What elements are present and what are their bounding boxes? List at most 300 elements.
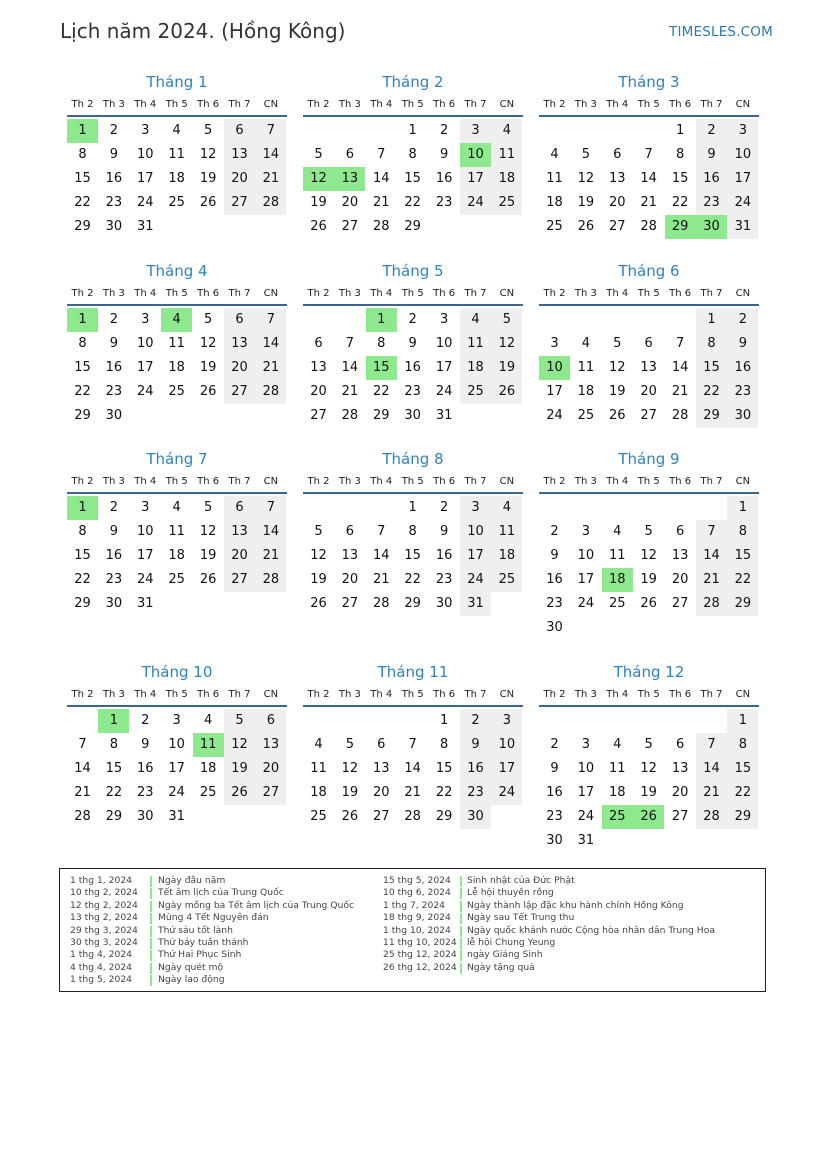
day-cell: 2 [109, 312, 119, 327]
weekday-label: Th 6 [433, 476, 456, 487]
day-cell: 12 [341, 761, 359, 776]
legend-marker [460, 901, 462, 912]
day-cell: 17 [577, 572, 595, 587]
weekday-label: Th 5 [637, 476, 660, 487]
day-cell: 23 [435, 572, 453, 587]
day-cell: 22 [373, 384, 390, 399]
day-cell: 2 [109, 500, 119, 515]
legend-marker [150, 926, 152, 937]
day-cell: 31 [137, 219, 154, 234]
legend-date: 4 thg 4, 2024 [70, 961, 133, 973]
day-cell: 3 [491, 709, 522, 733]
holiday-day-cell: 4 [161, 308, 192, 332]
day-cell: 18 [491, 167, 522, 191]
day-cell: 17 [137, 360, 154, 375]
day-cell: 19 [310, 195, 327, 210]
day-cell: 5 [581, 147, 591, 162]
day-cell: 14 [404, 761, 421, 776]
day-cell: 10 [137, 147, 154, 162]
day-cell: 16 [105, 548, 123, 563]
day-cell: 29 [74, 219, 91, 234]
day-cell: 8 [78, 336, 87, 351]
day-cell: 19 [199, 171, 217, 186]
holiday-day-cell: 1 [67, 308, 98, 332]
day-cell: 19 [310, 572, 327, 587]
day-cell: 2 [696, 119, 727, 143]
day-cell: 4 [172, 500, 181, 515]
day-cell: 11 [491, 143, 522, 167]
weekday-label: Th 6 [669, 99, 692, 110]
holiday-day-cell: 30 [696, 215, 727, 239]
legend-holiday-name: Ngày thành lập đặc khu hành chính Hồng Kông [467, 899, 684, 911]
day-cell: 9 [550, 761, 559, 776]
day-cell: 12 [609, 360, 626, 375]
legend-date: 26 thg 12, 2024 [383, 961, 457, 973]
day-cell: 21 [696, 568, 727, 592]
day-cell: 24 [137, 195, 154, 210]
day-cell: 10 [577, 548, 595, 563]
day-cell: 2 [727, 308, 758, 332]
day-cell: 25 [460, 380, 491, 404]
day-cell: 19 [199, 360, 217, 375]
day-cell: 21 [255, 167, 286, 191]
day-cell: 19 [341, 785, 359, 800]
weekday-label: Th 5 [401, 476, 424, 487]
day-cell: 18 [491, 544, 522, 568]
weekday-label: CN [263, 689, 279, 700]
weekday-label: Th 5 [637, 689, 660, 700]
weekday-label: CN [735, 476, 751, 487]
legend-marker [150, 950, 152, 961]
day-cell: 29 [435, 809, 453, 824]
day-cell: 19 [224, 757, 255, 781]
day-cell: 7 [696, 520, 727, 544]
weekday-label: Th 7 [228, 288, 251, 299]
day-cell: 4 [172, 123, 181, 138]
day-cell: 14 [341, 360, 359, 375]
weekday-label: Th 3 [338, 689, 361, 700]
header-rule [303, 115, 523, 117]
day-cell: 14 [255, 520, 286, 544]
header-rule [539, 115, 759, 117]
weekday-label: Th 7 [700, 99, 723, 110]
day-cell: 11 [168, 147, 185, 162]
day-cell: 15 [696, 356, 727, 380]
day-cell: 11 [168, 336, 185, 351]
holiday-day-cell: 25 [602, 805, 633, 829]
day-cell: 13 [224, 332, 255, 356]
legend-holiday-name: ngày Giáng Sinh [467, 949, 543, 961]
day-cell: 18 [168, 360, 185, 375]
day-cell: 7 [255, 119, 286, 143]
day-cell: 4 [550, 147, 559, 162]
day-cell: 16 [546, 785, 563, 800]
day-cell: 27 [224, 380, 255, 404]
weekday-label: Th 7 [464, 288, 487, 299]
day-cell: 26 [199, 195, 217, 210]
day-cell: 4 [613, 524, 622, 539]
day-cell: 13 [640, 360, 657, 375]
day-cell: 24 [491, 781, 522, 805]
weekday-label: Th 2 [71, 288, 94, 299]
weekday-label: Th 2 [307, 476, 330, 487]
day-cell: 22 [404, 195, 421, 210]
day-cell: 19 [199, 548, 217, 563]
day-cell: 25 [491, 191, 522, 215]
weekday-label: Th 7 [700, 476, 723, 487]
day-cell: 7 [408, 737, 417, 752]
day-cell: 24 [577, 596, 595, 611]
legend-holiday-name: Lễ hội thuyền rồng [467, 887, 554, 899]
day-cell: 22 [435, 785, 453, 800]
day-cell: 30 [460, 805, 491, 829]
weekday-label: Th 4 [134, 99, 157, 110]
day-cell: 1 [675, 123, 685, 138]
weekday-label: Th 5 [401, 99, 424, 110]
day-cell: 26 [224, 781, 255, 805]
day-cell: 8 [78, 147, 87, 162]
weekday-label: Th 3 [102, 99, 125, 110]
day-cell: 6 [644, 336, 653, 351]
day-cell: 12 [199, 524, 217, 539]
weekday-label: Th 5 [165, 288, 188, 299]
day-cell: 12 [640, 548, 657, 563]
day-cell: 10 [137, 524, 154, 539]
legend-holiday-name: Thứ Hai Phục Sinh [158, 949, 242, 961]
legend-holiday-name: lễ hội Chung Yeung [467, 937, 556, 948]
legend-holiday-name: Ngày đầu năm [158, 875, 226, 886]
day-cell: 27 [224, 191, 255, 215]
legend-marker [460, 888, 462, 899]
day-cell: 16 [546, 572, 563, 587]
legend-item [70, 949, 380, 961]
day-cell: 16 [137, 761, 154, 776]
holiday-day-cell: 10 [460, 143, 491, 167]
day-cell: 24 [168, 785, 185, 800]
day-cell: 5 [345, 737, 355, 752]
day-cell: 1 [439, 713, 449, 728]
day-cell: 23 [105, 572, 123, 587]
day-cell: 23 [105, 384, 123, 399]
day-cell: 28 [373, 219, 390, 234]
holiday-day-cell: 13 [334, 167, 365, 191]
weekday-label: Th 4 [606, 689, 629, 700]
day-cell: 14 [74, 761, 91, 776]
weekday-label: Th 2 [543, 476, 566, 487]
legend-item [70, 925, 380, 937]
day-cell: 21 [696, 781, 727, 805]
day-cell: 22 [727, 781, 758, 805]
weekday-label: Th 2 [71, 99, 94, 110]
day-cell: 27 [255, 781, 286, 805]
day-cell: 21 [74, 785, 91, 800]
day-cell: 9 [109, 524, 119, 539]
weekday-label: Th 5 [637, 99, 660, 110]
weekday-label: Th 6 [669, 689, 692, 700]
day-cell: 9 [727, 332, 758, 356]
day-cell: 14 [373, 171, 390, 186]
day-cell: 27 [310, 408, 327, 423]
legend-date: 1 thg 7, 2024 [383, 899, 446, 911]
day-cell: 3 [550, 336, 559, 351]
header-rule [539, 304, 759, 306]
header-rule [67, 115, 287, 117]
legend-marker [460, 926, 462, 937]
day-cell: 27 [224, 568, 255, 592]
day-cell: 9 [460, 733, 491, 757]
day-cell: 16 [435, 171, 453, 186]
day-cell: 17 [460, 544, 491, 568]
weekday-label: Th 3 [574, 476, 597, 487]
legend-item [70, 962, 380, 974]
day-cell: 29 [727, 805, 758, 829]
legend-date: 1 thg 1, 2024 [70, 875, 133, 886]
legend-marker [460, 938, 462, 949]
legend-marker [150, 975, 152, 986]
day-cell: 22 [727, 568, 758, 592]
day-cell: 20 [224, 167, 255, 191]
weekday-label: Th 3 [102, 689, 125, 700]
day-cell: 6 [224, 496, 255, 520]
day-cell: 7 [345, 336, 355, 351]
day-cell: 17 [137, 548, 154, 563]
day-cell: 6 [255, 709, 286, 733]
legend-holiday-name: Ngày quét mộ [158, 961, 224, 973]
header-rule [67, 492, 287, 494]
day-cell: 15 [727, 757, 758, 781]
legend-item [70, 912, 380, 924]
day-cell: 25 [168, 195, 185, 210]
day-cell: 31 [168, 809, 185, 824]
day-cell: 25 [168, 572, 185, 587]
weekday-label: Th 4 [606, 288, 629, 299]
day-cell: 6 [345, 524, 355, 539]
day-cell: 24 [460, 191, 491, 215]
day-cell: 24 [460, 568, 491, 592]
day-cell: 25 [310, 809, 327, 824]
day-cell: 6 [314, 336, 323, 351]
day-cell: 14 [696, 757, 727, 781]
day-cell: 27 [373, 809, 390, 824]
day-cell: 26 [491, 380, 522, 404]
day-cell: 17 [727, 167, 758, 191]
day-cell: 15 [404, 171, 421, 186]
day-cell: 8 [675, 147, 685, 162]
day-cell: 6 [675, 524, 685, 539]
day-cell: 11 [310, 761, 327, 776]
day-cell: 23 [460, 781, 491, 805]
day-cell: 30 [105, 408, 123, 423]
weekday-label: CN [735, 99, 751, 110]
day-cell: 30 [546, 620, 563, 635]
day-cell: 12 [310, 548, 327, 563]
day-cell: 3 [581, 737, 591, 752]
header-rule [303, 304, 523, 306]
day-cell: 17 [137, 171, 154, 186]
legend-item [383, 912, 753, 924]
legend-marker [460, 876, 462, 887]
day-cell: 8 [727, 733, 758, 757]
weekday-label: Th 7 [228, 99, 251, 110]
day-cell: 16 [460, 757, 491, 781]
legend-item [383, 875, 753, 887]
legend-date: 29 thg 3, 2024 [70, 924, 138, 936]
month-title: Tháng 3 [618, 73, 680, 91]
legend-holiday-name: Ngày mồng ba Tết âm lịch của Trung Quốc [158, 899, 354, 911]
day-cell: 12 [224, 733, 255, 757]
weekday-label: Th 2 [71, 689, 94, 700]
legend-holiday-name: Mùng 4 Tết Nguyên đán [158, 912, 269, 924]
day-cell: 2 [439, 500, 449, 515]
day-cell: 26 [310, 596, 327, 611]
day-cell: 8 [696, 332, 727, 356]
weekday-label: Th 7 [700, 689, 723, 700]
day-cell: 14 [640, 171, 657, 186]
weekday-label: Th 3 [338, 476, 361, 487]
day-cell: 22 [74, 384, 91, 399]
legend-holiday-name: Thứ bảy tuần thánh [158, 937, 249, 948]
day-cell: 11 [491, 520, 522, 544]
day-cell: 27 [341, 219, 359, 234]
weekday-label: Th 4 [370, 288, 393, 299]
day-cell: 5 [644, 737, 653, 752]
day-cell: 9 [109, 147, 119, 162]
day-cell: 26 [199, 572, 217, 587]
day-cell: 27 [609, 219, 626, 234]
day-cell: 24 [435, 384, 453, 399]
weekday-label: Th 2 [543, 689, 566, 700]
day-cell: 28 [373, 596, 390, 611]
day-cell: 24 [546, 408, 563, 423]
legend-holiday-name: Tết âm lịch của Trung Quốc [158, 887, 284, 899]
day-cell: 18 [199, 761, 217, 776]
day-cell: 29 [727, 592, 758, 616]
weekday-label: Th 2 [71, 476, 94, 487]
weekday-label: Th 7 [464, 689, 487, 700]
day-cell: 11 [577, 360, 595, 375]
day-cell: 7 [644, 147, 653, 162]
day-cell: 18 [609, 785, 626, 800]
day-cell: 5 [644, 524, 653, 539]
legend-date: 13 thg 2, 2024 [70, 912, 138, 924]
weekday-label: Th 7 [464, 476, 487, 487]
legend-marker [150, 938, 152, 949]
weekday-label: Th 6 [433, 288, 456, 299]
weekday-label: CN [263, 288, 279, 299]
day-cell: 4 [314, 737, 323, 752]
day-cell: 13 [224, 143, 255, 167]
day-cell: 8 [439, 737, 449, 752]
day-cell: 29 [74, 408, 91, 423]
day-cell: 20 [609, 195, 626, 210]
day-cell: 16 [105, 360, 123, 375]
weekday-label: Th 6 [197, 99, 220, 110]
legend-item [383, 949, 753, 961]
month-title: Tháng 11 [377, 663, 449, 681]
day-cell: 1 [696, 308, 727, 332]
legend-item [383, 937, 753, 949]
day-cell: 12 [199, 336, 217, 351]
holiday-day-cell: 1 [366, 308, 397, 332]
day-cell: 20 [671, 785, 689, 800]
day-cell: 31 [460, 592, 491, 616]
day-cell: 5 [491, 308, 522, 332]
day-cell: 23 [727, 380, 758, 404]
day-cell: 17 [435, 360, 453, 375]
weekday-label: Th 5 [401, 689, 424, 700]
day-cell: 18 [168, 548, 185, 563]
day-cell: 4 [491, 496, 522, 520]
day-cell: 6 [224, 119, 255, 143]
day-cell: 7 [255, 496, 286, 520]
day-cell: 2 [460, 709, 491, 733]
day-cell: 17 [460, 167, 491, 191]
legend-date: 18 thg 9, 2024 [383, 912, 451, 924]
day-cell: 23 [105, 195, 123, 210]
weekday-label: Th 2 [543, 99, 566, 110]
day-cell: 15 [404, 548, 421, 563]
month-title: Tháng 1 [146, 73, 208, 91]
day-cell: 27 [640, 408, 657, 423]
day-cell: 16 [727, 356, 758, 380]
day-cell: 3 [439, 312, 449, 327]
page-title: Lịch năm 2024. (Hồng Kông) [60, 19, 346, 43]
day-cell: 22 [105, 785, 123, 800]
day-cell: 7 [78, 737, 87, 752]
day-cell: 15 [105, 761, 123, 776]
weekday-label: Th 5 [401, 288, 424, 299]
legend-item [70, 875, 380, 887]
day-cell: 23 [696, 191, 727, 215]
day-cell: 10 [727, 143, 758, 167]
day-cell: 16 [696, 167, 727, 191]
day-cell: 14 [255, 143, 286, 167]
legend-item [70, 974, 380, 986]
day-cell: 26 [341, 809, 359, 824]
day-cell: 20 [341, 195, 359, 210]
header-rule [67, 304, 287, 306]
day-cell: 29 [404, 219, 421, 234]
day-cell: 3 [460, 496, 491, 520]
legend-holiday-name: Ngày sau Tết Trung thu [467, 912, 575, 924]
legend-holiday-name: Thứ sáu tốt lành [158, 924, 233, 936]
day-cell: 29 [373, 408, 390, 423]
weekday-label: CN [499, 288, 515, 299]
day-cell: 25 [609, 596, 626, 611]
holiday-day-cell: 15 [366, 356, 397, 380]
day-cell: 3 [172, 713, 181, 728]
day-cell: 20 [310, 384, 327, 399]
holiday-day-cell: 10 [539, 356, 570, 380]
day-cell: 5 [203, 500, 213, 515]
day-cell: 20 [671, 572, 689, 587]
day-cell: 12 [640, 761, 657, 776]
day-cell: 1 [727, 709, 758, 733]
weekday-label: Th 4 [370, 99, 393, 110]
day-cell: 23 [546, 809, 563, 824]
weekday-label: Th 7 [228, 476, 251, 487]
legend-date: 11 thg 10, 2024 [383, 937, 457, 948]
day-cell: 23 [546, 596, 563, 611]
day-cell: 28 [255, 568, 286, 592]
day-cell: 20 [224, 356, 255, 380]
holiday-day-cell: 29 [665, 215, 696, 239]
day-cell: 11 [460, 332, 491, 356]
site-link[interactable]: TIMESLES.COM [669, 24, 773, 40]
weekday-label: Th 3 [574, 288, 597, 299]
weekday-label: CN [263, 99, 279, 110]
header-rule [539, 705, 759, 707]
